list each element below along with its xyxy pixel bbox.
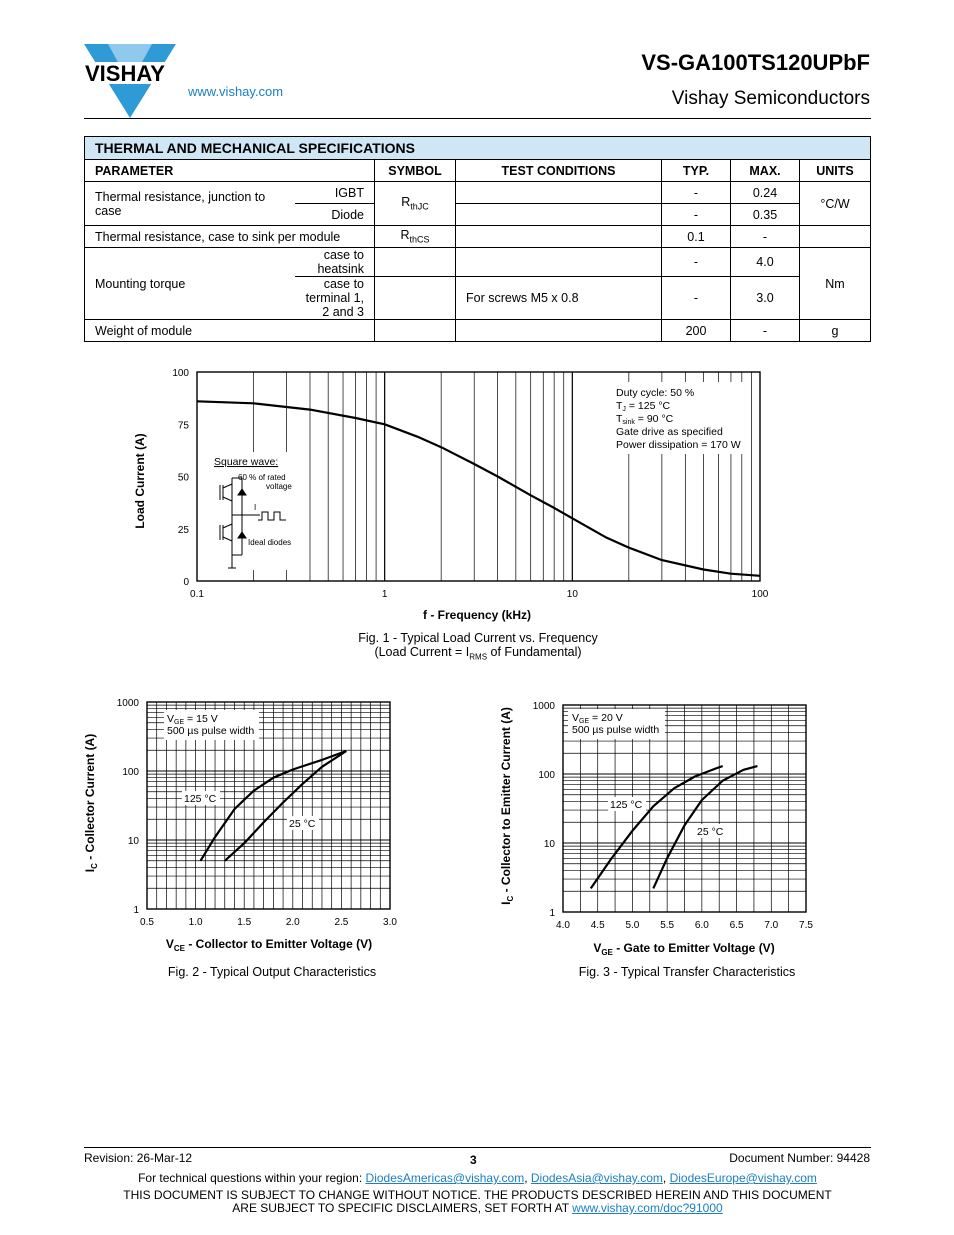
document-number: Document Number: 94428 bbox=[729, 1151, 870, 1165]
col-test-conditions: TEST CONDITIONS bbox=[456, 160, 662, 182]
x-tick-label: 6.5 bbox=[729, 920, 744, 931]
fig3-y-axis-label: $I_C$ - Collector to Emitter Current (A) bbox=[499, 707, 515, 905]
footer-divider bbox=[84, 1147, 871, 1148]
fig1-circuit-inset bbox=[200, 452, 308, 570]
email-asia-link[interactable]: DiodesAsia@vishay.com bbox=[530, 1171, 663, 1185]
vishay-logo bbox=[84, 44, 179, 122]
table-row: Thermal resistance, case to sink per module $R_{thCS}$ 0.1 - bbox=[85, 226, 871, 248]
fig2-25c-label: 25 °C bbox=[289, 818, 316, 830]
website-link[interactable]: www.vishay.com bbox=[188, 84, 284, 99]
fig2-y-axis-label: $I_C$ - Collector Current (A) bbox=[83, 733, 99, 873]
x-tick-label: 1.0 bbox=[188, 917, 203, 928]
y-tick-label: 1 bbox=[549, 908, 555, 919]
col-units: UNITS bbox=[800, 160, 871, 182]
svg-text:Ideal diodes: Ideal diodes bbox=[248, 538, 292, 547]
y-tick-label: 10 bbox=[127, 836, 139, 847]
y-tick-label: 50 bbox=[177, 472, 189, 484]
svg-text:Tsink = 90 °C: Tsink = 90 °C bbox=[616, 413, 674, 426]
svg-text:Power dissipation = 170 W: Power dissipation = 170 W bbox=[616, 439, 741, 451]
svg-text:500 µs pulse width: 500 µs pulse width bbox=[167, 725, 255, 737]
col-typ: TYP. bbox=[662, 160, 731, 182]
fig3-125c-label: 125 °C bbox=[610, 799, 643, 811]
fig2-caption: Fig. 2 - Typical Output Characteristics bbox=[167, 965, 377, 979]
revision: Revision: 26-Mar-12 bbox=[84, 1151, 193, 1165]
fig1-conditions-box bbox=[612, 382, 747, 454]
fig3-x-axis-label: $V_{GE}$ - Gate to Emitter Voltage (V) bbox=[593, 941, 775, 957]
disclaimer-link[interactable]: www.vishay.com/doc?91000 bbox=[572, 1201, 723, 1215]
x-tick-label: 3.0 bbox=[383, 917, 397, 928]
thermal-mechanical-table bbox=[84, 136, 871, 342]
svg-text:Gate drive as specified: Gate drive as specified bbox=[616, 426, 723, 438]
table-row: Weight of module 200 - g bbox=[85, 320, 871, 342]
svg-text:I: I bbox=[254, 503, 257, 512]
col-symbol: SYMBOL bbox=[375, 160, 456, 182]
svg-text:voltage: voltage bbox=[266, 482, 292, 491]
fig3-25c-label: 25 °C bbox=[697, 826, 724, 838]
fig3-conditions-box bbox=[568, 709, 665, 739]
series-line-2 bbox=[225, 751, 346, 861]
table-row: Diode - 0.35 bbox=[85, 204, 871, 226]
x-tick-label: 4.5 bbox=[590, 920, 605, 931]
company-name: Vishay Semiconductors bbox=[671, 88, 870, 109]
x-tick-label: 2.5 bbox=[334, 917, 349, 928]
x-tick-label: 1.5 bbox=[237, 917, 252, 928]
y-tick-label: 100 bbox=[538, 770, 555, 781]
y-tick-label: 1 bbox=[133, 905, 139, 916]
x-tick-label: 100 bbox=[751, 589, 769, 600]
table-row: Thermal resistance, junction to case IGBT $R_{thJC}$ - 0.24 °C/W bbox=[85, 182, 871, 204]
fig2-conditions-box bbox=[164, 710, 259, 740]
x-tick-label: 5.5 bbox=[660, 920, 675, 931]
header-divider bbox=[84, 118, 871, 119]
y-tick-label: 10 bbox=[543, 839, 555, 850]
fig1-y-axis-label: Load Current (A) bbox=[133, 433, 147, 529]
col-parameter: PARAMETER bbox=[85, 160, 375, 182]
table-title: THERMAL AND MECHANICAL SPECIFICATIONS bbox=[85, 137, 871, 160]
x-tick-label: 7.0 bbox=[764, 920, 779, 931]
x-tick-label: 4.0 bbox=[556, 920, 570, 931]
fig1-caption: Fig. 1 - Typical Load Current vs. Frequency (Load Current = $I_{RMS}$ of Fundamental) bbox=[358, 631, 598, 662]
y-tick-label: 1000 bbox=[116, 698, 139, 709]
part-number: VS-GA100TS120UPbF bbox=[641, 50, 870, 75]
page-number: 3 bbox=[470, 1153, 477, 1167]
x-tick-label: 1 bbox=[381, 589, 388, 600]
table-row: Mounting torque case to heatsink - 4.0 Nm bbox=[85, 248, 871, 277]
svg-text:Square wave:: Square wave: bbox=[214, 456, 279, 468]
x-tick-label: 0.1 bbox=[190, 589, 204, 600]
contact-line: For technical questions within your region: DiodesAmericas@vishay.com, DiodesAsia@vishay.com, DiodesEurope@vishay.com bbox=[138, 1171, 817, 1185]
fig1-load-current-chart bbox=[120, 360, 800, 630]
x-tick-label: 10 bbox=[566, 589, 578, 600]
fig3-transfer-characteristics-chart bbox=[494, 690, 824, 962]
logo-text: VISHAY bbox=[85, 61, 165, 86]
y-tick-label: 0 bbox=[183, 577, 189, 588]
x-tick-label: 6.0 bbox=[694, 920, 709, 931]
fig2-125c-label: 125 °C bbox=[184, 793, 217, 805]
svg-text:60 % of rated: 60 % of rated bbox=[238, 473, 286, 482]
svg-text:VGE = 15 V: VGE = 15 V bbox=[167, 713, 218, 726]
x-tick-label: 7.5 bbox=[799, 920, 813, 931]
y-tick-label: 100 bbox=[122, 767, 139, 778]
svg-text:500 µs pulse width: 500 µs pulse width bbox=[572, 724, 660, 736]
fig2-x-axis-label: $V_{CE}$ - Collector to Emitter Voltage (V) bbox=[165, 937, 373, 953]
svg-text:Duty cycle: 50 %: Duty cycle: 50 % bbox=[616, 387, 695, 399]
y-tick-label: 100 bbox=[172, 368, 189, 379]
fig3-caption: Fig. 3 - Typical Transfer Characteristics bbox=[578, 965, 796, 979]
y-tick-label: 25 bbox=[177, 524, 189, 536]
notice-line-2: ARE SUBJECT TO SPECIFIC DISCLAIMERS, SET FORTH AT www.vishay.com/doc?91000 bbox=[232, 1201, 723, 1215]
x-tick-label: 2.0 bbox=[285, 917, 300, 928]
y-tick-label: 1000 bbox=[532, 701, 555, 712]
fig2-output-characteristics-chart bbox=[80, 690, 420, 962]
x-tick-label: 0.5 bbox=[140, 917, 154, 928]
email-americas-link[interactable]: DiodesAmericas@vishay.com bbox=[365, 1171, 525, 1185]
svg-text:TJ = 125 °C: TJ = 125 °C bbox=[616, 400, 671, 413]
fig1-x-axis-label: f - Frequency (kHz) bbox=[422, 608, 532, 622]
x-tick-label: 5.0 bbox=[625, 920, 640, 931]
table-row: case to terminal 1, 2 and 3 For screws M5 x 0.8 - 3.0 bbox=[85, 277, 871, 320]
notice-line-1: THIS DOCUMENT IS SUBJECT TO CHANGE WITHOUT NOTICE. THE PRODUCTS DESCRIBED HEREIN AND THIS DOCUMENT bbox=[123, 1188, 832, 1202]
col-max: MAX. bbox=[731, 160, 800, 182]
svg-text:VGE = 20 V: VGE = 20 V bbox=[572, 712, 623, 725]
y-tick-label: 75 bbox=[177, 420, 189, 432]
email-europe-link[interactable]: DiodesEurope@vishay.com bbox=[669, 1171, 817, 1185]
